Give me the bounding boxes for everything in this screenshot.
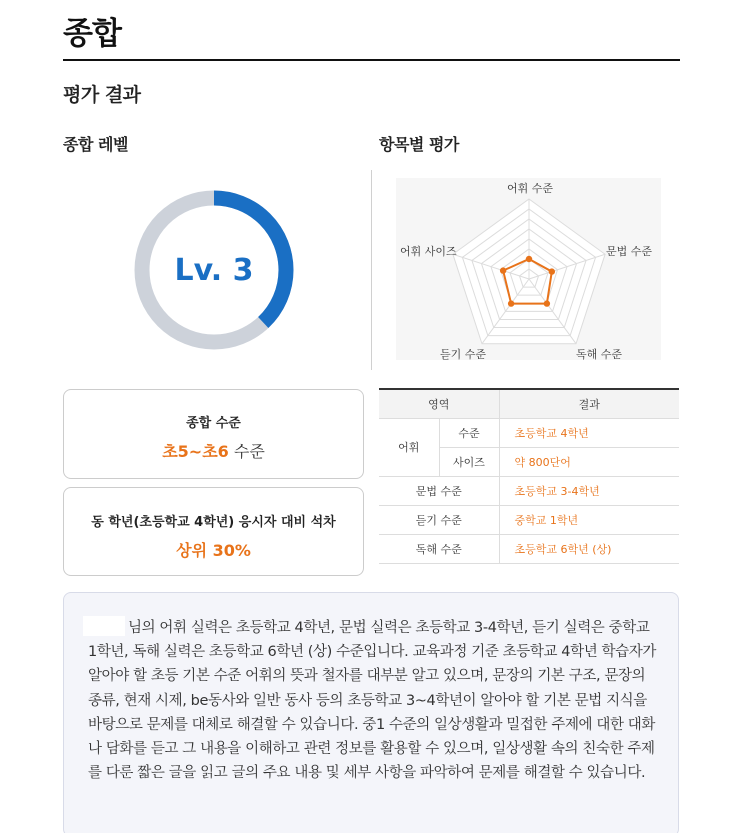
table-row [379,476,679,505]
section-title: 평가 결과 [63,84,141,106]
overall-level-card-value [64,439,363,462]
table-cell-vocab-size-value: 약 800단어 [499,447,679,476]
table-row [379,534,679,563]
table-cell-reading-value: 초등학교 6학년 (상) [499,534,679,563]
level-gauge [132,188,296,352]
table-cell-reading-label: 독해 수준 [379,534,499,563]
radar-chart-svg [396,178,661,360]
overall-level-card-label: 종합 수준 [186,416,241,431]
title-divider [63,59,680,61]
overall-level-card-suffix: 수준 [228,442,265,461]
redacted-student-name [83,616,125,636]
radar-point [500,267,506,273]
radar-axis-label-vocab-level: 어휘 수준 [507,182,554,195]
radar-axis-label-reading: 독해 수준 [576,348,623,361]
radar-title: 항목별 평가 [379,135,459,154]
rank-card-value [64,538,363,561]
table-cell-listening-value: 중학교 1학년 [499,505,679,534]
table-cell-vocab-size-label: 사이즈 [439,447,499,476]
radar-point [508,300,514,306]
table-cell-listening-label: 듣기 수준 [379,505,499,534]
page-title: 종합 [63,16,121,52]
vertical-divider [371,170,372,370]
radar-axis-label-grammar: 문법 수준 [606,245,653,258]
radar-chart [396,178,661,360]
summary-paragraph [88,616,660,785]
table-row [379,418,679,447]
table-header-result: 결과 [499,389,679,418]
rank-card-label: 동 학년(초등학교 4학년) 응시자 대비 석차 [91,515,336,530]
rank-card [63,487,364,576]
table-cell-vocab-level-label: 수준 [439,418,499,447]
summary-box [63,592,679,833]
radar-axis-label-listening: 듣기 수준 [440,348,487,361]
overall-level-title: 종합 레벨 [63,135,128,154]
radar-axis-label-vocab-size: 어휘 사이즈 [400,245,457,258]
level-label: Lv. 3 [174,252,254,288]
table-header-row [379,389,679,418]
rank-card-highlight: 상위 30% [176,541,251,560]
radar-point [544,300,550,306]
table-cell-vocab-level-value: 초등학교 4학년 [499,418,679,447]
table-cell-grammar-label: 문법 수준 [379,476,499,505]
table-cell-vocab-group: 어휘 [379,418,439,476]
radar-point [549,268,555,274]
radar-point [526,256,532,262]
result-table [379,388,679,564]
table-cell-grammar-value: 초등학교 3-4학년 [499,476,679,505]
overall-level-card-highlight: 초5~초6 [162,442,229,461]
table-header-area: 영역 [379,389,499,418]
table-row [379,505,679,534]
overall-level-card [63,389,364,479]
summary-text: 님의 어휘 실력은 초등학교 4학년, 문법 실력은 초등학교 3-4학년, 듣기 실력은 중학교 1학년, 독해 실력은 초등학교 6학년 (상) 수준입니다. 교육과정 기준 초등학교 4학년 학습자가 알아야 할 초등 기본 수준 어휘의 뜻과 철자를 대부분 알고 있으며, 문장의 기본 구조, 문장의 종류, 현재 시제, be동사와 일반 동사 등의 초등학교 3~4학년이 알아야 할 기본 문법 지식을 바탕으로 문제를 대체로 해결할 수 있습니다. 중1 수준의 일상생활과 밀접한 주제에 대한 대화나 담화를 듣고 그 내용을 이해하고 관련 정보를 활용할 수 있으며, 일상생활 속의 친숙한 주제를 다룬 짧은 글을 읽고 글의 주요 내용 및 세부 사항을 파악하여 문제를 해결할 수 있습니다. [88,620,656,782]
